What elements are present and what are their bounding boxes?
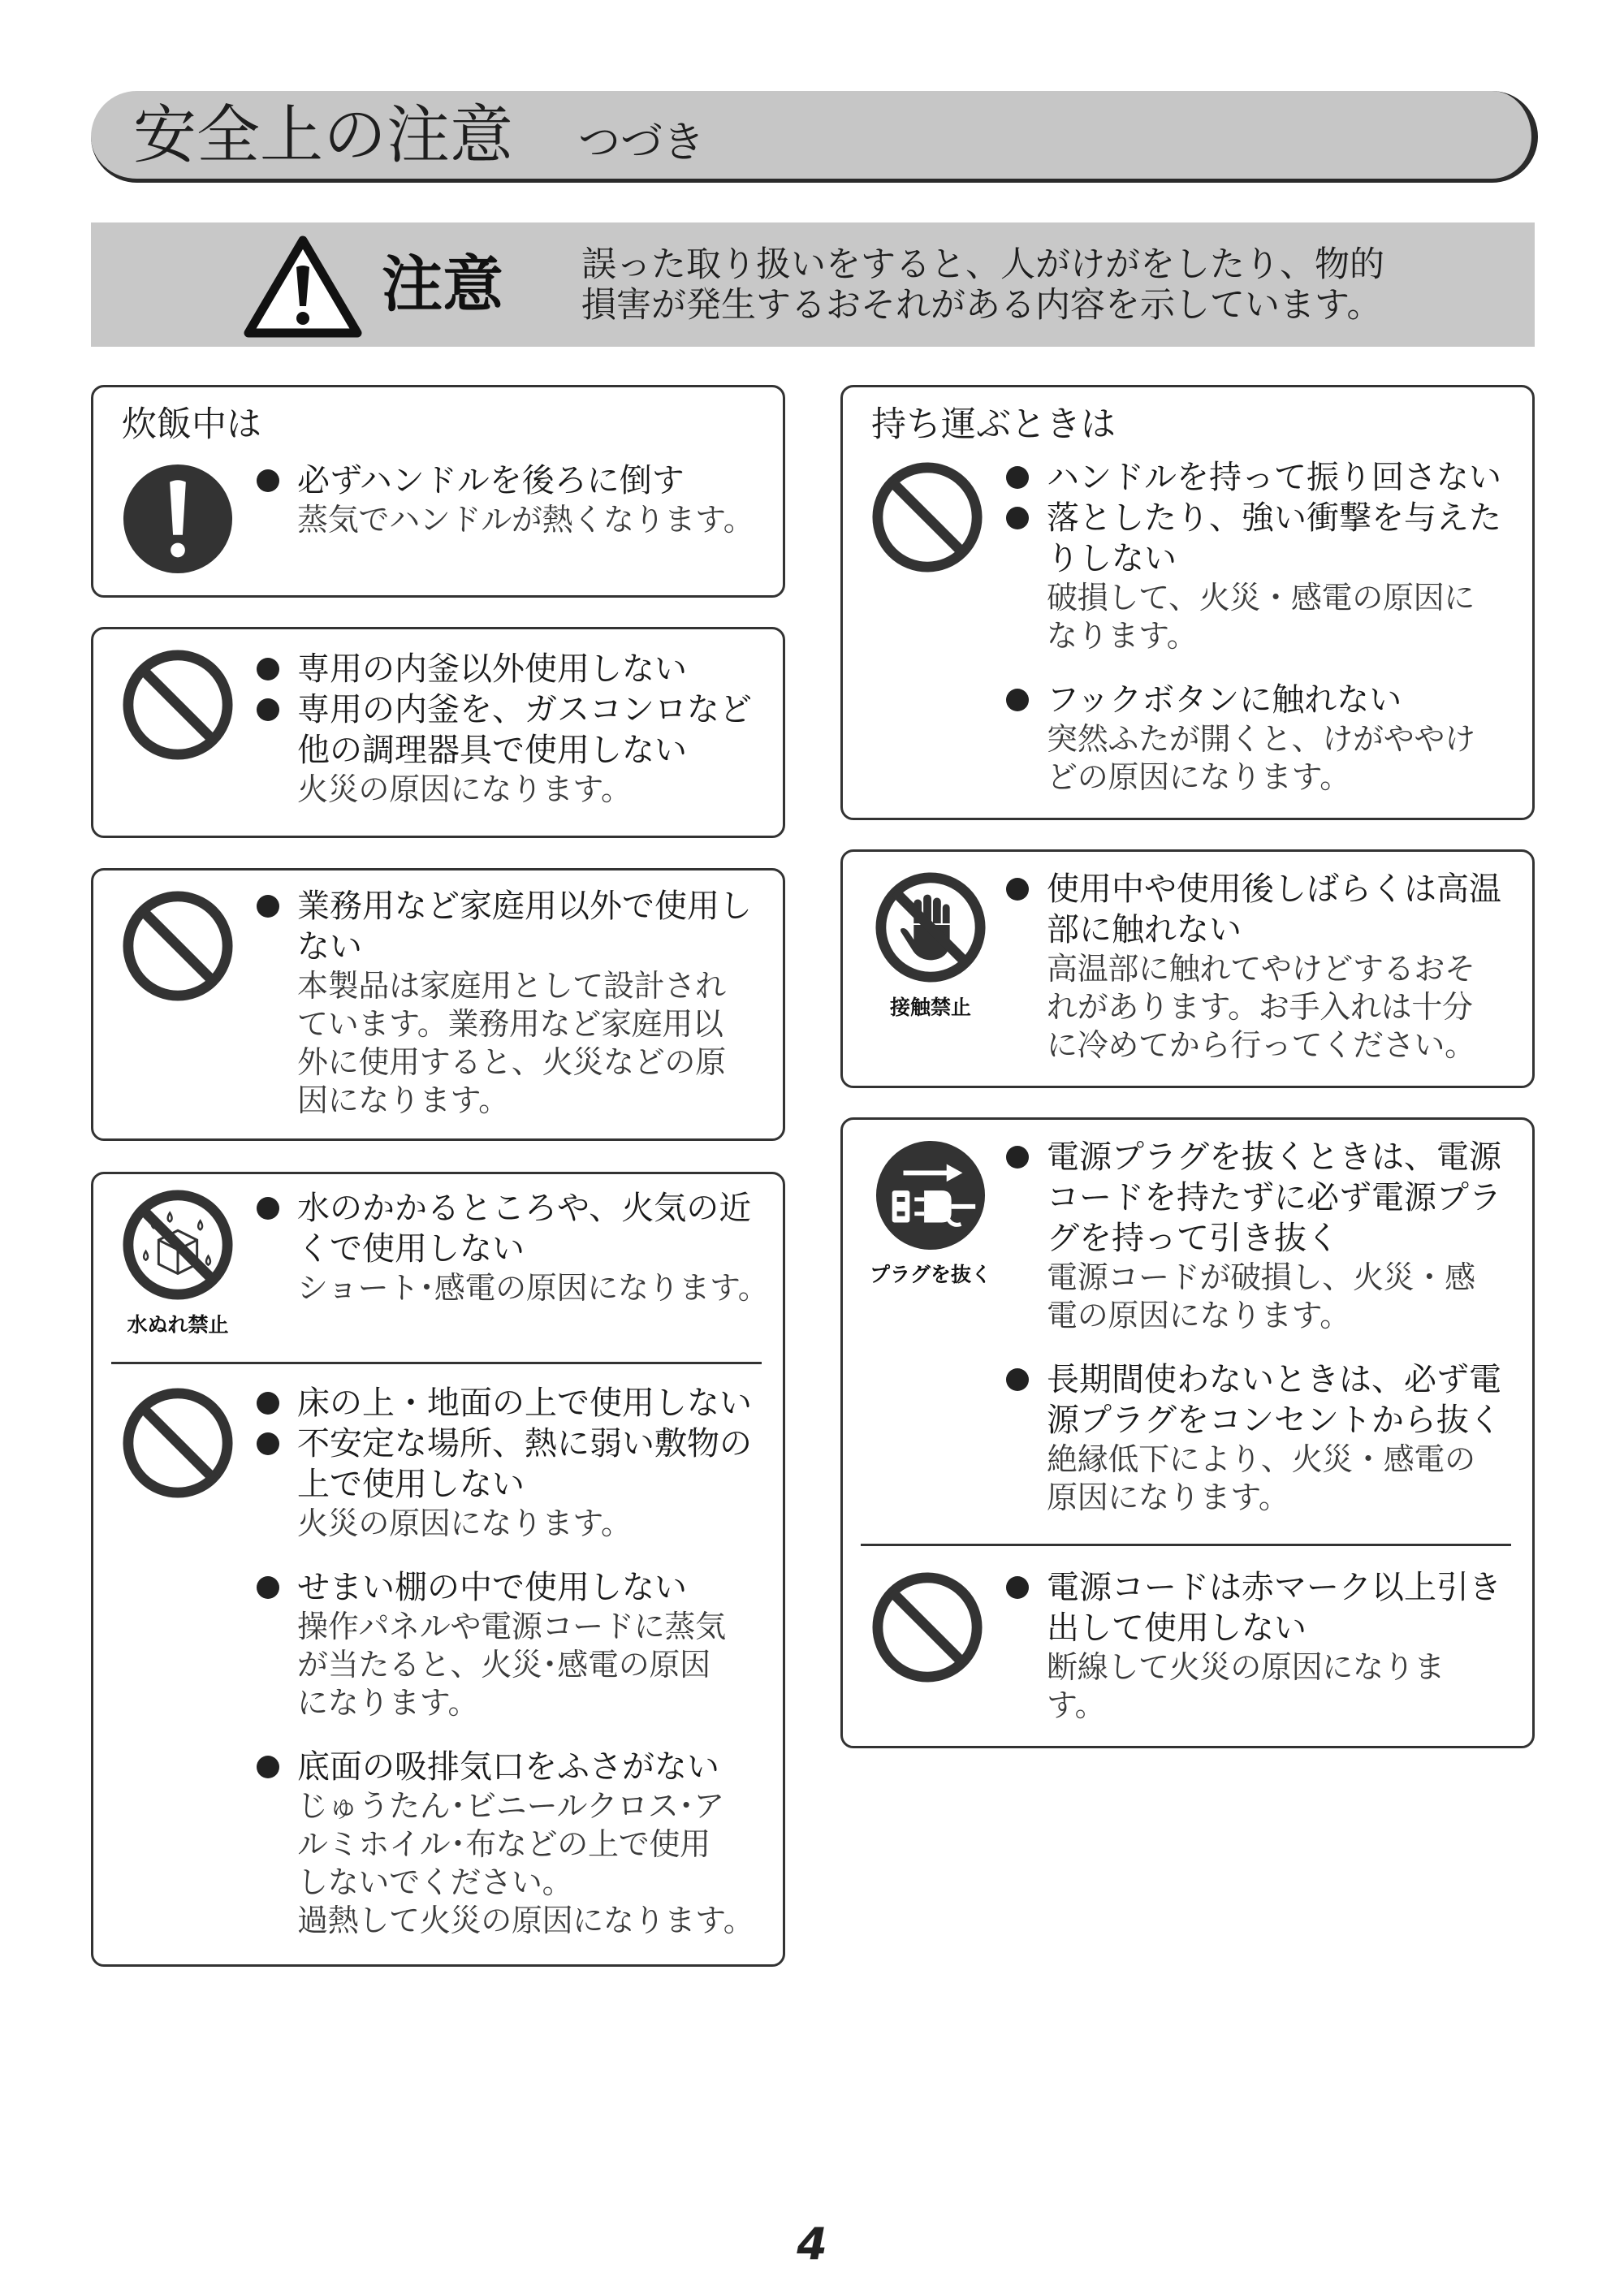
caution-note: [297, 1188, 768, 1307]
bullet-icon: [1006, 507, 1029, 529]
note-detail: [1047, 950, 1501, 1065]
bullet-item: [297, 886, 752, 967]
bullet-text: 他の調理器具で使用しない: [297, 732, 687, 769]
bullet-text: 電源コードは赤マーク以上引き: [1047, 1569, 1501, 1606]
bullet-text: 底面の吸排気口をふさがない: [297, 1748, 719, 1786]
caution-label: 注意: [382, 248, 504, 320]
detail-text: れがあります。お手入れは十分: [1047, 989, 1473, 1025]
caution-note: [297, 460, 754, 539]
caution-box-placement: [91, 1172, 785, 1967]
caution-text: [297, 1383, 754, 1940]
bullet-text: 長期間使わないときは、必ず電: [1047, 1361, 1501, 1398]
caution-note: [1047, 680, 1501, 797]
note-detail: [297, 1608, 754, 1722]
bullet-item: [1047, 1359, 1501, 1441]
bullet-text: 電源プラグを抜くときは、電源: [1047, 1138, 1501, 1176]
caution-note: [1047, 869, 1501, 1065]
divider: [861, 1544, 1511, 1546]
caution-description: [581, 244, 1384, 326]
prohibited-icon: [122, 1387, 234, 1499]
detail-text: 電源コードが破損し、火災・感: [1047, 1259, 1475, 1295]
bullet-icon: [257, 1392, 279, 1415]
bullet-icon: [1006, 1368, 1029, 1391]
bullet-item: [297, 649, 752, 689]
bullet-text: グを持って引き抜く: [1047, 1220, 1339, 1257]
detail-text: 操作パネルや電源コードに蒸気: [297, 1609, 726, 1644]
icon-label: プラグを抜く: [869, 1263, 991, 1286]
detail-text: 破損して、火災・感電の原因に: [1047, 580, 1475, 616]
detail-text: ルミホイル･布などの上で使用: [297, 1826, 710, 1862]
caution-text: [297, 649, 752, 809]
bullet-item: [1047, 1567, 1501, 1648]
detail-text: しないでください。: [297, 1864, 573, 1900]
bullet-icon: [257, 658, 279, 680]
unplug-icon: [875, 1139, 987, 1251]
note-detail: [1047, 1648, 1501, 1725]
bullet-item: [1047, 457, 1501, 498]
note-detail: [297, 967, 752, 1120]
divider: [111, 1362, 762, 1364]
caution-note: [1047, 457, 1501, 655]
bullet-icon: [257, 1432, 279, 1455]
prohibited-icon: [122, 649, 234, 761]
detail-text: ショート･感電の原因になります。: [297, 1270, 769, 1306]
no-touch-icon: [875, 871, 987, 983]
caution-note: [297, 1567, 754, 1722]
note-detail: [1047, 720, 1501, 797]
caution-box-inner-pot: [91, 627, 785, 838]
bullet-item: [1047, 498, 1501, 579]
bullet-text: フックボタンに触れない: [1047, 681, 1402, 719]
bullet-text: 上で使用しない: [297, 1466, 525, 1503]
bullet-text: コードを持たずに必ず電源プラ: [1047, 1179, 1501, 1216]
box-heading: 持ち運ぶときは: [871, 404, 1116, 445]
prohibited-icon: [871, 1571, 983, 1683]
note-detail: [1047, 1441, 1501, 1517]
note-detail: [1047, 579, 1501, 655]
caution-note: [1047, 1567, 1501, 1725]
page-subtitle: つづき: [578, 119, 706, 167]
bullet-icon: [257, 1576, 279, 1599]
bullet-item: [297, 1747, 754, 1787]
bullet-text: 専用の内釜以外使用しない: [297, 650, 687, 688]
bullet-text: くで使用しない: [297, 1230, 525, 1268]
detail-text: どの原因になります。: [1047, 759, 1350, 795]
detail-text: 断線して火災の原因になりま: [1047, 1649, 1445, 1685]
detail-text: 原因になります。: [1047, 1480, 1289, 1515]
detail-text: 火災の原因になります。: [297, 771, 632, 807]
bullet-text: 出して使用しない: [1047, 1609, 1307, 1647]
page-title: 安全上の注意: [133, 99, 514, 172]
detail-text: す。: [1047, 1687, 1106, 1723]
bullet-icon: [257, 1756, 279, 1778]
detail-text: 因になります。: [297, 1082, 509, 1118]
bullet-icon: [1006, 466, 1029, 489]
caution-text: [1047, 869, 1501, 1065]
detail-text: に冷めてから行ってください。: [1047, 1027, 1475, 1063]
detail-text: じゅうたん･ビニールクロス･ア: [297, 1788, 724, 1824]
detail-text: 本製品は家庭用として設計され: [297, 968, 726, 1004]
box-heading: 炊飯中は: [122, 404, 261, 445]
detail-text: になります。: [297, 1685, 479, 1721]
detail-text: ています。業務用など家庭用以: [297, 1006, 723, 1042]
bullet-item: [297, 689, 752, 771]
note-detail: [297, 1269, 768, 1307]
note-detail: [297, 501, 754, 539]
caution-text: [297, 886, 752, 1120]
bullet-text: 落としたり、強い衝撃を与えた: [1047, 499, 1501, 537]
bullet-icon: [257, 469, 279, 492]
bullet-text: せまい棚の中で使用しない: [297, 1569, 687, 1606]
caution-text: [297, 460, 754, 539]
caution-description-line: 損害が発生するおそれがある内容を示しています。: [581, 285, 1382, 326]
note-detail: [1047, 1259, 1501, 1335]
icon-label: 接触禁止: [889, 996, 971, 1019]
bullet-icon: [1006, 878, 1029, 901]
bullet-text: りしない: [1047, 540, 1177, 577]
bullet-text: ない: [297, 928, 362, 966]
bullet-text: 部に触れない: [1047, 911, 1242, 948]
caution-note: [297, 1383, 754, 1543]
detail-text: 電の原因になります。: [1047, 1298, 1350, 1333]
bullet-icon: [257, 698, 279, 721]
caution-note: [297, 649, 752, 809]
bullet-icon: [257, 1197, 279, 1220]
note-detail: [297, 771, 752, 809]
caution-note: [297, 886, 752, 1120]
bullet-text: 源プラグをコンセントから抜く: [1047, 1402, 1501, 1439]
prohibited-icon: [122, 890, 234, 1002]
caution-note: [1047, 1359, 1501, 1517]
bullet-text: 水のかかるところや、火気の近: [297, 1190, 752, 1227]
caution-box-while-cooking: [91, 385, 785, 598]
bullet-item: [297, 1383, 754, 1423]
detail-text: 蒸気でハンドルが熱くなります。: [297, 502, 754, 538]
bullet-text: 業務用など家庭用以外で使用し: [297, 888, 752, 925]
caution-box-hot-parts: [840, 849, 1535, 1088]
bullet-icon: [1006, 1576, 1029, 1599]
bullet-item: [297, 460, 754, 501]
detail-text: 外に使用すると、火災などの原: [297, 1044, 726, 1080]
warning-triangle-icon: [242, 233, 364, 340]
bullet-item: [1047, 869, 1501, 950]
mandatory-action-icon: [122, 463, 234, 575]
bullet-text: 使用中や使用後しばらくは高温: [1047, 871, 1501, 908]
icon-label: 水ぬれ禁止: [127, 1313, 229, 1337]
caution-banner: [91, 222, 1535, 347]
no-water-icon: [122, 1189, 234, 1301]
bullet-icon: [1006, 1146, 1029, 1169]
bullet-text: 床の上・地面の上で使用しない: [297, 1385, 752, 1422]
note-detail: [297, 1505, 754, 1543]
caution-text: [297, 1188, 768, 1307]
caution-text: [1047, 1137, 1501, 1517]
bullet-text: ハンドルを持って振り回さない: [1047, 459, 1501, 496]
caution-box-carrying: [840, 385, 1535, 820]
detail-text: 過熱して火災の原因になります。: [297, 1903, 754, 1938]
detail-text: 火災の原因になります。: [297, 1506, 632, 1541]
bullet-item: [1047, 1137, 1501, 1259]
bullet-item: [297, 1423, 754, 1505]
bullet-text: 必ずハンドルを後ろに倒す: [297, 462, 685, 499]
note-detail: [297, 1787, 754, 1940]
caution-box-power-plug: [840, 1117, 1535, 1748]
caution-box-household-use: [91, 868, 785, 1141]
bullet-text: 不安定な場所、熱に弱い敷物の: [297, 1425, 752, 1462]
prohibited-icon: [871, 461, 983, 573]
caution-description-line: 誤った取り扱いをすると、人がけがをしたり、物的: [581, 244, 1384, 285]
detail-text: が当たると、火災･感電の原因: [297, 1647, 710, 1683]
section-title-bar: [91, 91, 1538, 183]
bullet-icon: [257, 895, 279, 918]
bullet-item: [297, 1567, 754, 1608]
bullet-item: [297, 1188, 768, 1269]
detail-text: 突然ふたが開くと、けがややけ: [1047, 721, 1475, 757]
detail-text: なります。: [1047, 618, 1198, 654]
page-number: 4: [797, 2218, 827, 2270]
caution-note: [297, 1747, 754, 1940]
bullet-text: 専用の内釜を、ガスコンロなど: [297, 691, 752, 728]
bullet-icon: [1006, 689, 1029, 711]
bullet-item: [1047, 680, 1501, 720]
caution-note: [1047, 1137, 1501, 1335]
caution-text: [1047, 1567, 1501, 1725]
detail-text: 絶縁低下により、火災・感電の: [1047, 1441, 1475, 1477]
caution-text: [1047, 457, 1501, 797]
detail-text: 高温部に触れてやけどするおそ: [1047, 951, 1475, 987]
